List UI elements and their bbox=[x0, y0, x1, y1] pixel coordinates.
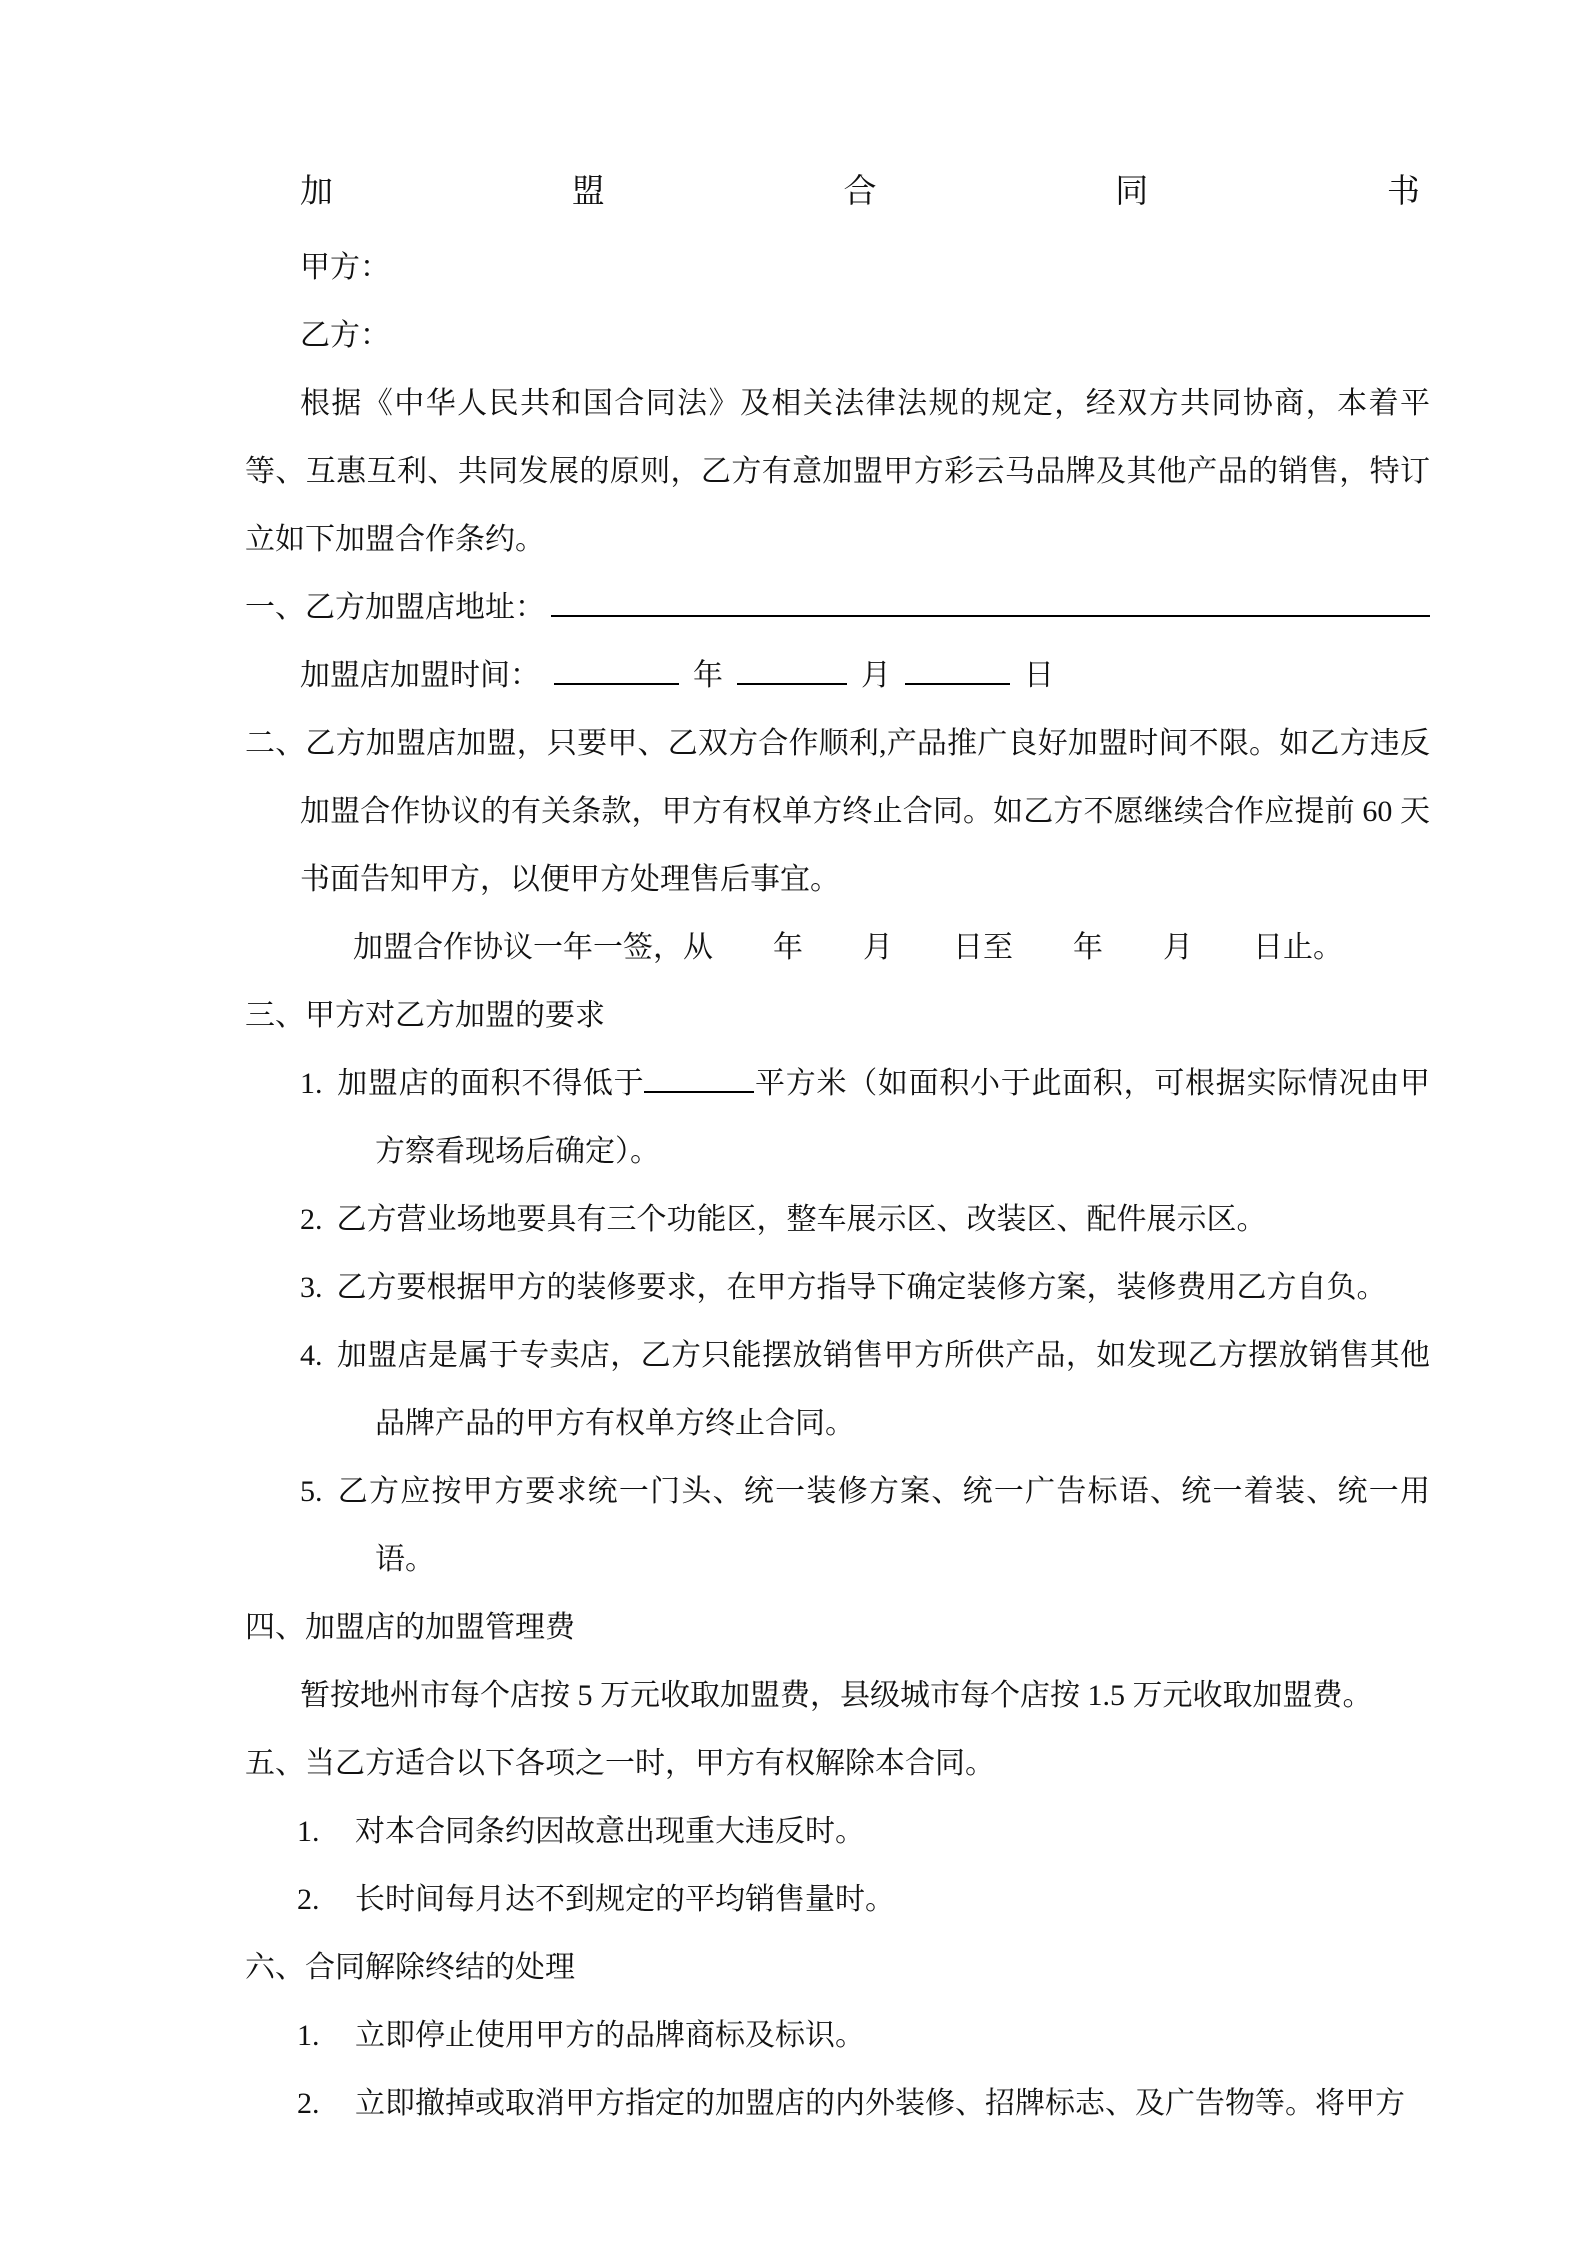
preamble-paragraph: 根据《中华人民共和国合同法》及相关法律法规的规定，经双方共同协商，本着平等、互惠互利、共同发展的原则，乙方有意加盟甲方彩云马品牌及其他产品的销售，特订立如下加盟合作条约。 bbox=[245, 387, 1430, 556]
address-fill-blank bbox=[551, 581, 1430, 617]
requirement-item-4 bbox=[245, 1322, 1430, 1458]
title-char: 盟 bbox=[571, 174, 605, 210]
requirement-item-3 bbox=[245, 1254, 1430, 1322]
termination-condition-1 bbox=[245, 1798, 1430, 1866]
requirement-item-2 bbox=[245, 1186, 1430, 1254]
address-label: 乙方加盟店地址： bbox=[305, 591, 545, 624]
item-text: 加盟店是属于专卖店，乙方只能摆放销售甲方所供产品，如发现乙方摆放销售其他品牌产品的甲方有权单方终止合同。 bbox=[336, 1339, 1430, 1440]
section-1-label-text bbox=[245, 574, 545, 642]
section-4-heading bbox=[245, 1594, 1430, 1662]
party-b-line: 乙方： bbox=[300, 319, 390, 352]
item-text: 长时间每月达不到规定的平均销售量时。 bbox=[355, 1883, 895, 1916]
section-3-label: 三、 bbox=[245, 999, 305, 1032]
item-number: 5. bbox=[300, 1475, 323, 1508]
section-5-heading-text: 当乙方适合以下各项之一时，甲方有权解除本合同。 bbox=[305, 1747, 995, 1780]
section-6-heading-text: 合同解除终结的处理 bbox=[305, 1951, 575, 1984]
item-number: 1. bbox=[297, 1815, 320, 1848]
item-text: 乙方营业场地要具有三个功能区，整车展示区、改装区、配件展示区。 bbox=[336, 1203, 1267, 1236]
item-text: 立即撤掉或取消甲方指定的加盟店的内外装修、招牌标志、及广告物等。将甲方 bbox=[355, 2087, 1405, 2120]
item-number: 4. bbox=[300, 1339, 323, 1372]
termination-condition-2 bbox=[245, 1866, 1430, 1934]
handling-item-1 bbox=[245, 2002, 1430, 2070]
section-1-label: 一、 bbox=[245, 591, 305, 624]
renewal-term-line: 加盟合作协议一年一签，从 年 月 日至 年 月 日止。 bbox=[353, 931, 1343, 964]
item-text: 乙方要根据甲方的装修要求，在甲方指导下确定装修方案，装修费用乙方自负。 bbox=[336, 1271, 1387, 1304]
section-4-heading-text: 加盟店的加盟管理费 bbox=[305, 1611, 575, 1644]
requirement-item-1 bbox=[245, 1050, 1430, 1186]
party-a-line: 甲方： bbox=[300, 251, 390, 284]
document-title bbox=[300, 158, 1420, 226]
item-number: 2. bbox=[297, 1883, 320, 1916]
item-number: 1. bbox=[300, 1067, 323, 1100]
title-char: 书 bbox=[1387, 174, 1420, 210]
section-1-address-line bbox=[245, 574, 1430, 642]
section-5-heading bbox=[245, 1730, 1430, 1798]
item-text: 对本合同条约因故意出现重大违反时。 bbox=[355, 1815, 865, 1848]
title-char: 合 bbox=[843, 174, 877, 210]
join-time-line bbox=[245, 642, 1430, 710]
section-2-text: 乙方加盟店加盟，只要甲、乙双方合作顺利,产品推广良好加盟时间不限。如乙方违反加盟合作协议的有关条款，甲方有权单方终止合同。如乙方不愿继续合作应提前 60 天书面告知甲方，以便甲方处理售后事宜。 bbox=[300, 727, 1431, 896]
requirement-item-5 bbox=[245, 1458, 1430, 1594]
day-fill-blank bbox=[905, 649, 1010, 685]
fee-paragraph: 暂按地州市每个店按 5 万元收取加盟费，县级城市每个店按 1.5 万元收取加盟费。 bbox=[300, 1679, 1373, 1712]
month-label: 月 bbox=[861, 659, 891, 692]
section-3-heading-text: 甲方对乙方加盟的要求 bbox=[305, 999, 605, 1032]
item-number: 2. bbox=[300, 1203, 323, 1236]
document-content bbox=[245, 158, 1430, 2138]
day-label: 日 bbox=[1024, 659, 1054, 692]
item-number: 3. bbox=[300, 1271, 323, 1304]
year-label: 年 bbox=[693, 659, 723, 692]
section-5-label: 五、 bbox=[245, 1747, 305, 1780]
section-6-heading bbox=[245, 1934, 1430, 2002]
item-text-after-blank: 平方米（如面积小于此面积，可根据实际情况由甲方察看现场后确定）。 bbox=[375, 1067, 1431, 1168]
area-fill-blank bbox=[644, 1057, 754, 1093]
section-3-heading bbox=[245, 982, 1430, 1050]
join-time-label: 加盟店加盟时间： bbox=[300, 659, 540, 692]
title-char: 同 bbox=[1115, 174, 1149, 210]
title-char: 加 bbox=[300, 174, 333, 210]
section-2-paragraph bbox=[245, 710, 1430, 914]
section-4-label: 四、 bbox=[245, 1611, 305, 1644]
item-text: 立即停止使用甲方的品牌商标及标识。 bbox=[355, 2019, 865, 2052]
item-text-before-blank: 加盟店的面积不得低于 bbox=[336, 1067, 645, 1100]
year-fill-blank bbox=[554, 649, 679, 685]
section-2-label: 二、 bbox=[245, 727, 306, 760]
item-number: 2. bbox=[297, 2087, 320, 2120]
section-6-label: 六、 bbox=[245, 1951, 305, 1984]
item-number: 1. bbox=[297, 2019, 320, 2052]
month-fill-blank bbox=[737, 649, 847, 685]
handling-item-2 bbox=[245, 2070, 1430, 2138]
item-text: 乙方应按甲方要求统一门头、统一装修方案、统一广告标语、统一着装、统一用语。 bbox=[336, 1475, 1430, 1576]
